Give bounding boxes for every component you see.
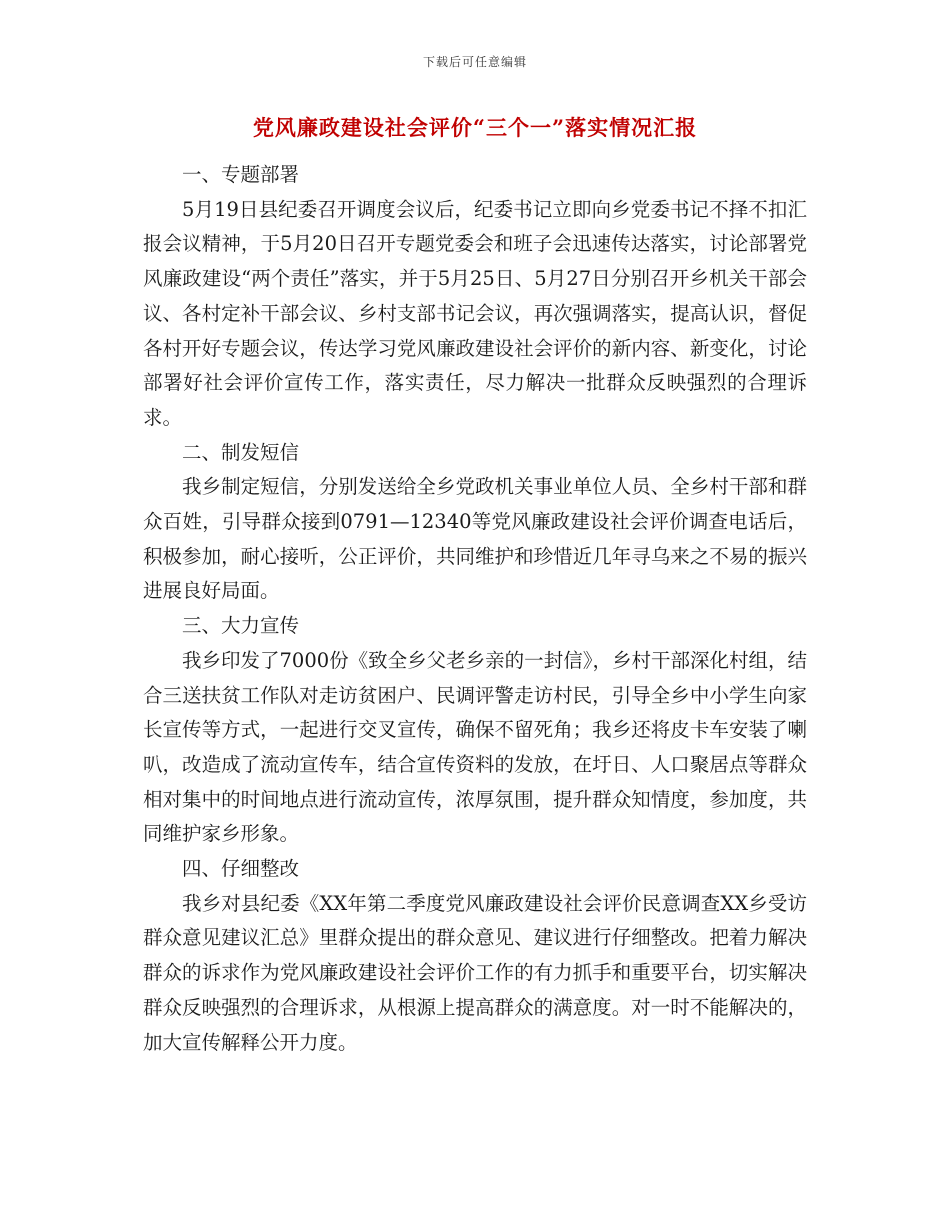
section-heading-3: 三、大力宣传 [182,614,300,638]
document-title: 党风廉政建设社会评价“三个一”落实情况汇报 [252,115,698,140]
section-heading-4: 四、仔细整改 [182,857,300,881]
document-body [143,158,807,1060]
section-paragraph-1: 5月19日县纪委召开调度会议后，纪委书记立即向乡党委书记不择不扣汇报会议精神，于5月20日召开专题党委会和班子会迅速传达落实，讨论部署党风廉政建设“两个责任”落实，并于5月25日、5月27日分别召开乡机关干部会议、各村定补干部会议、乡村支部书记会议，再次强调落实，提高认识，督促各村开好专题会议，传达学习党风廉政建设社会评价的新内容、新变化，讨论部署好社会评价宣传工作，落实责任，尽力解决一批群众反映强烈的合理诉求。 [143,197,807,429]
section-paragraph-3: 我乡印发了7000份《致全乡父老乡亲的一封信》，乡村干部深化村组，结合三送扶贫工作队对走访贫困户、民调评警走访村民，引导全乡中小学生向家长宣传等方式，一起进行交叉宣传，确保不留死角；我乡还将皮卡车安装了喇叭，改造成了流动宣传车，结合宣传资料的发放，在圩日、人口聚居点等群众相对集中的时间地点进行流动宣传，浓厚氛围，提升群众知情度，参加度，共同维护家乡形象。 [143,648,807,846]
section-heading-2: 二、制发短信 [182,440,300,464]
section-paragraph-2: 我乡制定短信，分别发送给全乡党政机关事业单位人员、全乡村干部和群众百姓，引导群众接到0791—12340等党风廉政建设社会评价调查电话后，积极参加，耐心接听，公正评价，共同维护和珍惜近几年寻乌来之不易的振兴进展良好局面。 [143,475,807,603]
section-heading-1: 一、专题部署 [182,163,300,186]
page-header-note: 下载后可任意编辑 [422,55,527,69]
section-paragraph-4: 我乡对县纪委《XX年第二季度党风廉政建设社会评价民意调查XX乡受访群众意见建议汇总》里群众提出的群众意见、建议进行仔细整改。把着力解决群众的诉求作为党风廉政建设社会评价工作的有力抓手和重要平台，切实解决群众反映强烈的合理诉求，从根源上提高群众的满意度。对一时不能解决的，加大宣传解释公开力度。 [143,891,807,1054]
